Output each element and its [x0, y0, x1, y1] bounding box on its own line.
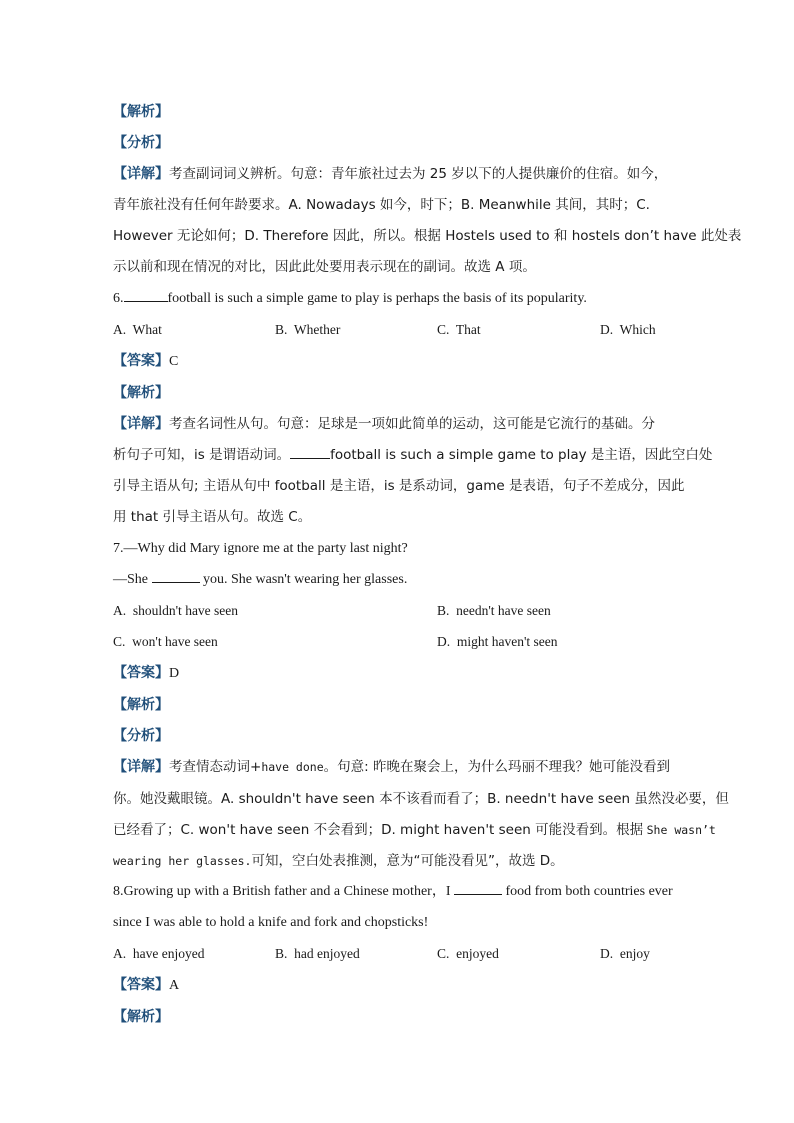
q5-detail-line-3: However 无论如何；D. Therefore 因此，所以。根据 Hostels used to 和 hostels don’t have 此处表 [113, 228, 742, 244]
q6-detail-blank [290, 446, 330, 459]
q5-detail-line-4: 示以前和现在情况的对比，因此此处要用表示现在的副词。故选 A 项。 [113, 259, 536, 275]
q7-answer: 【答案】D [113, 665, 180, 681]
q7-detail-line-2: 你。她没戴眼镜。A. shouldn't have seen 本不该看而看了；B. needn't have seen 虽然没必要，但 [113, 791, 729, 807]
q6-option-b: B. Whether [275, 322, 341, 337]
q6-detail-line-4: 用 that 引导主语从句。故选 C。 [113, 509, 312, 525]
q6-option-d: D. Which [600, 322, 656, 337]
q8-option-b: B. had enjoyed [275, 946, 360, 961]
q7-stem-line-2: —She you. She wasn't wearing her glasses. [113, 572, 408, 587]
q8-blank [454, 882, 502, 895]
q6-option-c: C. That [437, 322, 481, 337]
q7-option-b: B. needn't have seen [437, 603, 551, 618]
q8-answer: 【答案】A [113, 977, 180, 993]
q7-detail-line-4: wearing her glasses.可知，空白处表推测，意为“可能没看见”，故选 D。 [113, 853, 564, 869]
q7-option-c: C. won't have seen [113, 634, 218, 649]
q6-detail-line-3: 引导主语从句; 主语从句中 football 是主语，is 是系动词，game 是表语，句子不差成分，因此 [113, 478, 685, 494]
q6-detail-line-2: 析句子可知，is 是谓语动词。 football is such a simple game to play 是主语，因此空白处 [113, 447, 713, 463]
q7-detail-line-3: 已经看了；C. won't have seen 不会看到；D. might haven't seen 可能没看到。根据 She wasn’t [113, 822, 716, 838]
q8-option-c: C. enjoyed [437, 946, 499, 961]
q5-fenxi-tag: 【分析】 [113, 135, 169, 151]
q6-answer: 【答案】C [113, 353, 179, 369]
q7-option-d: D. might haven't seen [437, 634, 558, 649]
q6-option-a: A. What [113, 322, 162, 337]
q8-analysis-tag: 【解析】 [113, 1009, 169, 1025]
q5-detail-line-2: 青年旅社没有任何年龄要求。A. Nowadays 如今，时下；B. Meanwhile 其间，其时；C. [113, 197, 650, 213]
q6-analysis-tag: 【解析】 [113, 385, 169, 401]
q7-fenxi-tag: 【分析】 [113, 728, 169, 744]
q7-stem-line-1: 7.—Why did Mary ignore me at the party last night? [113, 541, 408, 556]
q5-analysis-tag: 【解析】 [113, 104, 169, 120]
q8-stem-line-2: since I was able to hold a knife and fork and chopsticks! [113, 915, 429, 930]
q6-stem: 6. football is such a simple game to play is perhaps the basis of its popularity. [113, 291, 587, 306]
q7-option-a: A. shouldn't have seen [113, 603, 239, 618]
q6-detail-line-1: 【详解】考查名词性从句。句意：足球是一项如此简单的运动，这可能是它流行的基础。分 [113, 416, 655, 432]
q8-option-d: D. enjoy [600, 946, 650, 961]
q7-analysis-tag: 【解析】 [113, 697, 169, 713]
q7-blank [152, 570, 200, 583]
q5-detail-line-1: 【详解】考查副词词义辨析。句意：青年旅社过去为 25 岁以下的人提供廉价的住宿。如今， [113, 166, 668, 182]
q7-detail-line-1: 【详解】考查情态动词+have done。句意: 昨晚在聚会上，为什么玛丽不理我？她可能没看到 [113, 759, 670, 775]
q8-stem-line-1: 8.Growing up with a British father and a Chinese mother，I food from both countries ever [113, 884, 673, 899]
q8-option-a: A. have enjoyed [113, 946, 205, 961]
q6-blank [124, 289, 168, 302]
